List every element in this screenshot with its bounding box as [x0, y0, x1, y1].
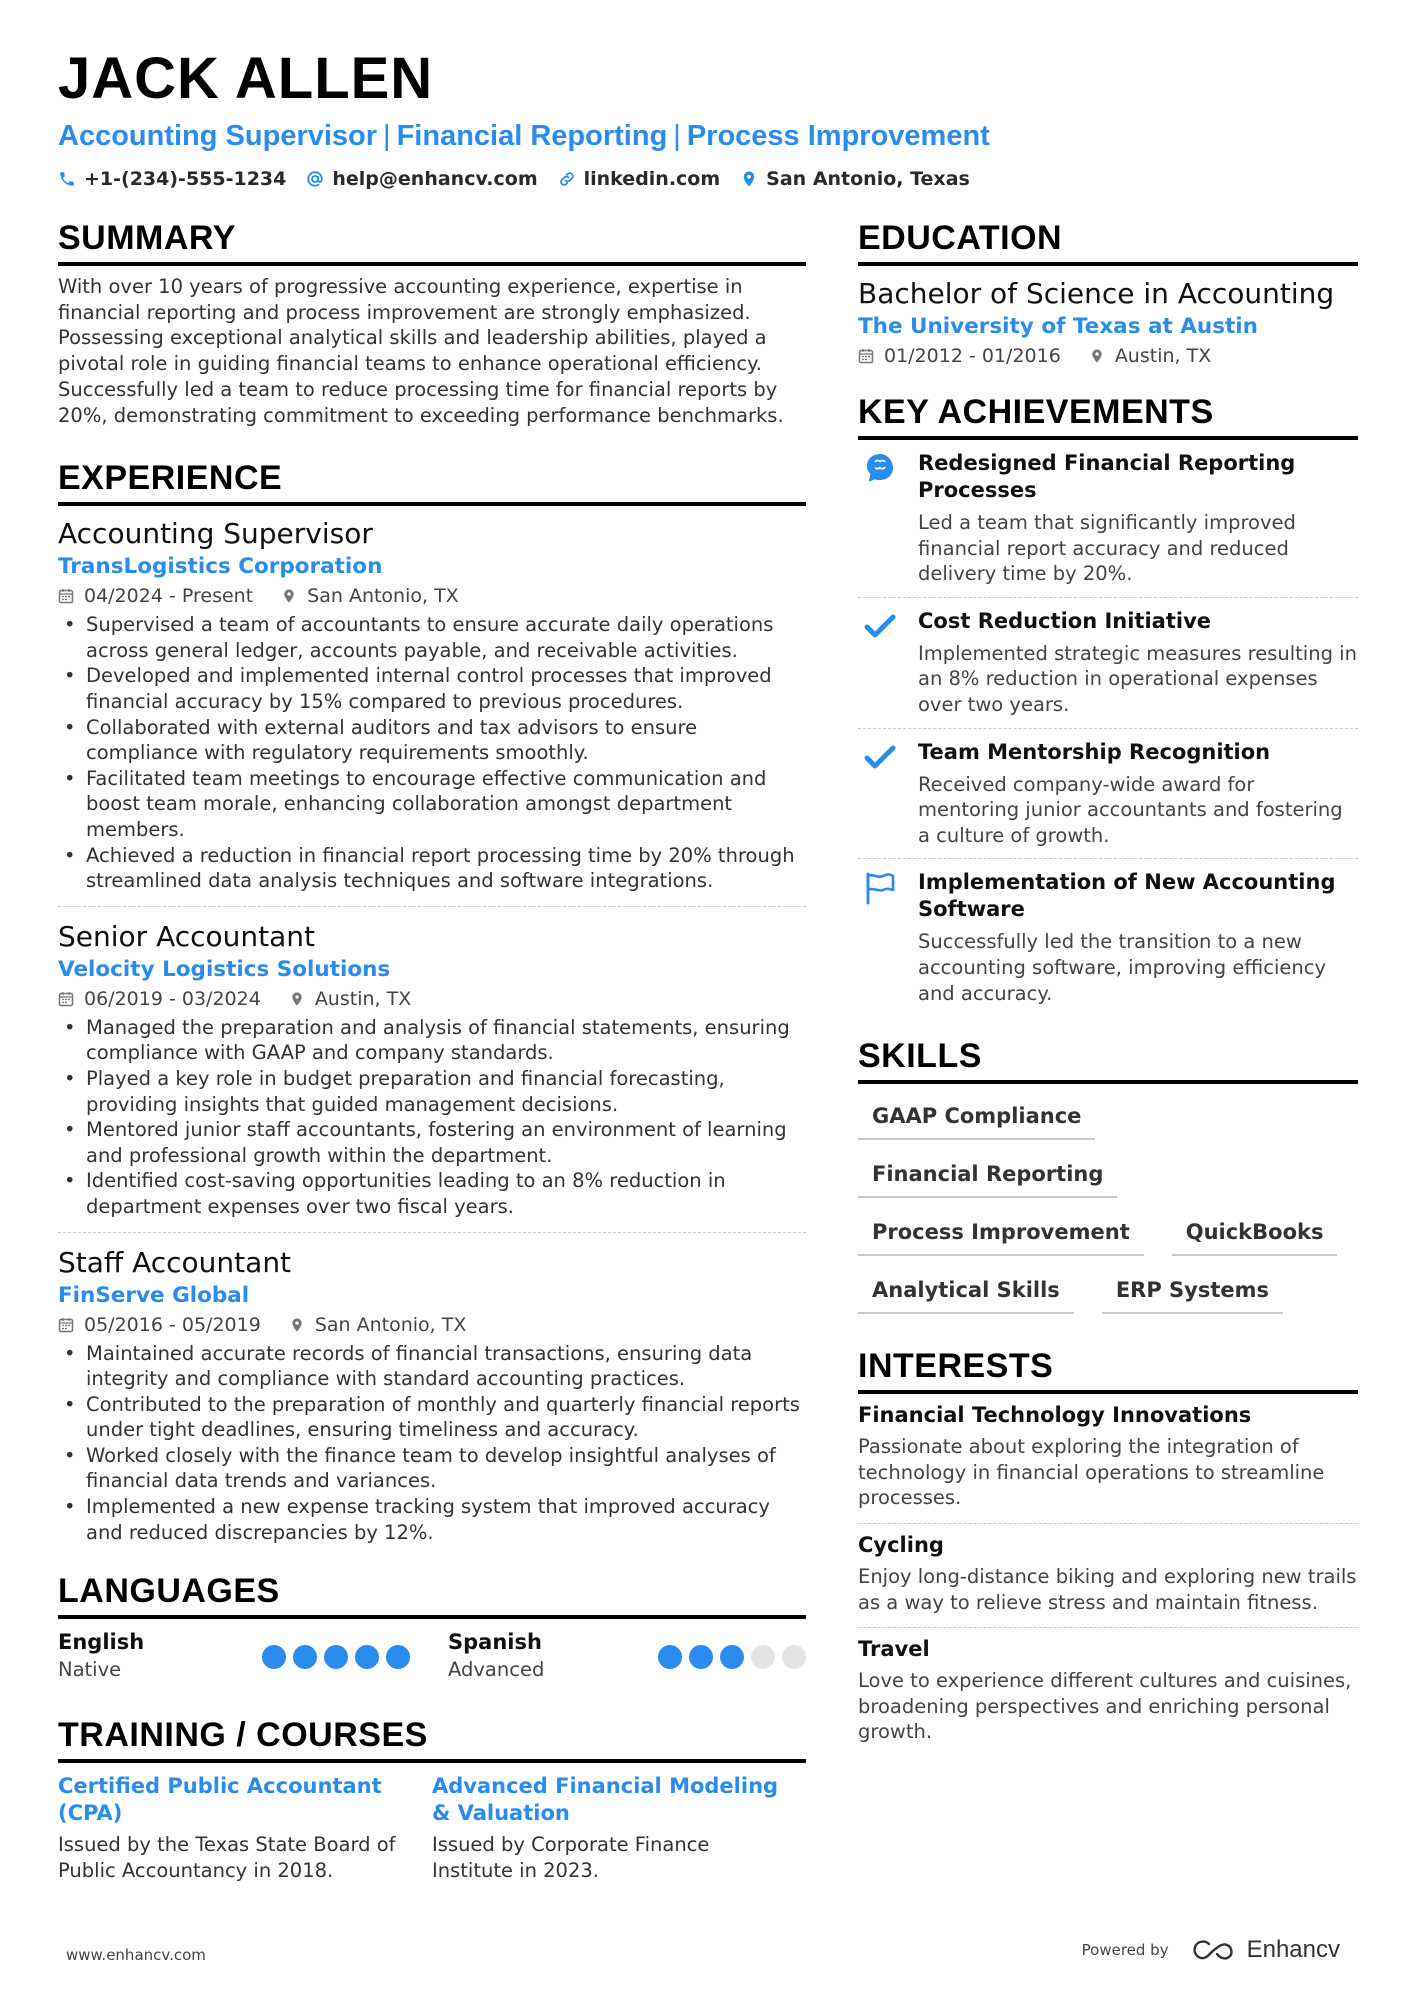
brain-icon — [863, 452, 897, 486]
job-bullets — [58, 1341, 806, 1546]
interest-item — [858, 1628, 1358, 1757]
course-item — [58, 1773, 432, 1884]
skills-section — [858, 1034, 1358, 1314]
training-heading: TRAINING / COURSES — [58, 1713, 806, 1763]
skills-heading: SKILLS — [858, 1034, 1358, 1084]
headline-title-1: Accounting Supervisor — [58, 120, 378, 152]
contact-email[interactable] — [306, 168, 537, 190]
summary-section — [58, 216, 806, 428]
language-rating — [262, 1645, 410, 1683]
achievement-description: Led a team that significantly improved financial report accuracy and reduced delivery time by 20%. — [918, 511, 1296, 586]
achievements-heading: KEY ACHIEVEMENTS — [858, 390, 1358, 440]
education-dates: 01/2012 - 01/2016 — [884, 345, 1061, 367]
interest-item — [858, 1524, 1358, 1628]
education-section — [858, 216, 1358, 370]
summary-text: With over 10 years of progressive accounting experience, expertise in financial reporting and process improvement are strongly emphasized. Possessing exceptional analytical skills and leadership abilities, played a pivotal role in guiding financial teams to enhance operational efficiency. Successfully led a team to reduce processing time for financial reports by 20%, demonstrating commitment to exceeding performance benchmarks. — [58, 275, 784, 427]
rating-dot — [720, 1645, 744, 1669]
rating-dot — [658, 1645, 682, 1669]
powered-by-label: Powered by — [1081, 1941, 1169, 1959]
job-dates: 05/2016 - 05/2019 — [84, 1313, 261, 1336]
rating-dot — [324, 1645, 348, 1669]
language-item — [432, 1629, 806, 1683]
job-bullet: • Facilitated team meetings to encourage effective communication and boost team morale, enhancing collaboration amongst department members. — [58, 766, 806, 843]
language-rating — [658, 1645, 806, 1683]
interest-description: Enjoy long-distance biking and exploring new trails as a way to relieve stress and maintain fitness. — [858, 1564, 1357, 1614]
education-degree: Bachelor of Science in Accounting — [858, 277, 1335, 310]
job-role: Senior Accountant — [58, 919, 316, 953]
job-role: Accounting Supervisor — [58, 517, 373, 551]
achievement-title: Team Mentorship Recognition — [918, 739, 1271, 764]
skill-tag: QuickBooks — [1172, 1214, 1338, 1256]
languages-list — [58, 1629, 806, 1683]
education-location: Austin, TX — [1114, 345, 1212, 367]
contact-phone[interactable] — [58, 168, 286, 190]
job-company[interactable]: TransLogistics Corporation — [58, 554, 383, 580]
job-company[interactable]: FinServe Global — [58, 1282, 250, 1308]
skill-tag: Financial Reporting — [858, 1156, 1117, 1198]
headline-separator: | — [673, 120, 681, 152]
rating-dot — [689, 1645, 713, 1669]
rating-dot — [751, 1645, 775, 1669]
contact-location-text: San Antonio, Texas — [766, 168, 970, 190]
languages-section — [58, 1569, 806, 1683]
candidate-name: JACK ALLEN — [58, 46, 434, 111]
job-bullets — [58, 612, 806, 894]
languages-heading: LANGUAGES — [58, 1569, 806, 1619]
calendar-icon — [858, 348, 874, 364]
summary-heading: SUMMARY — [58, 216, 806, 266]
contact-bar — [58, 168, 970, 190]
skill-tag: Process Improvement — [858, 1214, 1144, 1256]
education-school[interactable]: The University of Texas at Austin — [858, 314, 1258, 339]
interests-section — [858, 1344, 1358, 1757]
job-bullet: • Mentored junior staff accountants, fostering an environment of learning and professional growth within the department. — [58, 1117, 806, 1168]
job-location: San Antonio, TX — [314, 1313, 467, 1336]
interests-heading: INTERESTS — [858, 1344, 1358, 1394]
at-icon — [306, 170, 324, 188]
achievement-item — [858, 598, 1358, 729]
headline-titles — [58, 118, 990, 154]
experience-entry — [58, 1245, 806, 1558]
job-location: Austin, TX — [314, 987, 412, 1010]
achievement-description: Successfully led the transition to a new accounting software, improving efficiency and accuracy. — [918, 930, 1326, 1005]
course-item — [432, 1773, 806, 1884]
achievement-title: Cost Reduction Initiative — [918, 608, 1211, 633]
rating-dot — [262, 1645, 286, 1669]
experience-entry — [58, 919, 806, 1233]
phone-icon — [58, 170, 76, 188]
skills-list — [858, 1098, 1358, 1314]
achievement-description: Received company-wide award for mentoring junior accountants and fostering a culture of growth. — [918, 772, 1343, 847]
education-meta — [858, 342, 1358, 370]
job-bullets — [58, 1015, 806, 1220]
job-bullet: • Identified cost-saving opportunities leading to an 8% reduction in department expenses over two fiscal years. — [58, 1168, 806, 1219]
job-company[interactable]: Velocity Logistics Solutions — [58, 956, 391, 982]
location-pin-icon — [1089, 348, 1105, 364]
experience-section — [58, 456, 806, 1557]
brand-name: Enhancv — [1246, 1936, 1340, 1963]
job-location: San Antonio, TX — [307, 585, 459, 608]
rating-dot — [782, 1645, 806, 1669]
job-bullet: • Played a key role in budget preparation and financial forecasting, providing insights that guided management decisions. — [58, 1066, 806, 1117]
experience-heading: EXPERIENCE — [58, 456, 806, 506]
experience-entry — [58, 516, 806, 907]
contact-location — [740, 168, 970, 190]
interest-item — [858, 1394, 1358, 1524]
headline-title-2: Financial Reporting — [396, 120, 668, 152]
interest-description: Love to experience different cultures and cuisines, broadening perspectives and enriching personal growth. — [858, 1669, 1352, 1744]
job-meta — [58, 1311, 806, 1339]
course-title[interactable]: Certified Public Accountant (CPA) — [58, 1774, 382, 1826]
language-item — [58, 1629, 432, 1683]
calendar-icon — [58, 991, 74, 1007]
job-bullet: • Worked closely with the finance team to develop insightful analyses of financial data trends and variances. — [58, 1443, 806, 1494]
location-pin-icon — [289, 1317, 305, 1333]
job-bullet: • Supervised a team of accountants to ensure accurate daily operations across general ledger, accounts payable, and receivable activities. — [58, 612, 806, 663]
right-column — [858, 216, 1358, 1757]
job-meta — [58, 985, 806, 1013]
footer-website[interactable]: www.enhancv.com — [66, 1946, 206, 1964]
headline-title-3: Process Improvement — [686, 120, 990, 152]
checkmark-icon — [863, 741, 897, 775]
rating-dot — [386, 1645, 410, 1669]
contact-email-text: help@enhancv.com — [332, 168, 538, 190]
job-bullet: • Implemented a new expense tracking system that improved accuracy and reduced discrepancies by 12%. — [58, 1494, 806, 1545]
course-title[interactable]: Advanced Financial Modeling & Valuation — [432, 1774, 779, 1826]
skill-tag: Analytical Skills — [858, 1272, 1074, 1314]
location-pin-icon — [289, 991, 305, 1007]
language-level: Advanced — [448, 1658, 545, 1682]
achievement-title: Redesigned Financial Reporting Processes — [918, 451, 1296, 502]
skill-tag: GAAP Compliance — [858, 1098, 1095, 1140]
interest-title: Travel — [858, 1637, 930, 1662]
footer-powered-by — [1082, 1936, 1340, 1964]
achievement-description: Implemented strategic measures resulting in an 8% reduction in operational expenses over two years. — [918, 641, 1357, 716]
location-pin-icon — [740, 170, 758, 188]
job-bullet: • Developed and implemented internal control processes that improved financial accuracy by 15% compared to previous procedures. — [58, 663, 806, 714]
skill-tag: ERP Systems — [1102, 1272, 1283, 1314]
job-bullet: • Maintained accurate records of financial transactions, ensuring data integrity and compliance with standard accounting practices. — [58, 1341, 806, 1392]
achievement-item — [858, 859, 1358, 1016]
headline-separator: | — [383, 120, 391, 152]
achievement-item — [858, 729, 1358, 860]
calendar-icon — [58, 1317, 74, 1333]
job-dates: 04/2024 - Present — [84, 585, 254, 608]
job-bullet: • Managed the preparation and analysis of financial statements, ensuring compliance with GAAP and company standards. — [58, 1015, 806, 1066]
contact-linkedin-text: linkedin.com — [583, 168, 721, 190]
training-list — [58, 1773, 806, 1884]
flag-icon — [863, 871, 897, 905]
job-bullet: • Collaborated with external auditors and tax advisors to ensure compliance with regulatory requirements smoothly. — [58, 715, 806, 766]
checkmark-icon — [863, 610, 897, 644]
job-dates: 06/2019 - 03/2024 — [84, 987, 261, 1010]
training-section — [58, 1713, 806, 1884]
job-bullet: • Contributed to the preparation of monthly and quarterly financial reports under tight deadlines, ensuring timeliness and accuracy. — [58, 1392, 806, 1443]
enhancv-logo-icon — [1191, 1938, 1237, 1962]
job-bullet: • Achieved a reduction in financial report processing time by 20% through streamlined data analysis techniques and software integrations. — [58, 843, 806, 894]
course-description: Issued by the Texas State Board of Public Accountancy in 2018. — [58, 1833, 396, 1883]
achievement-item — [858, 440, 1358, 598]
language-name: Spanish — [448, 1630, 542, 1655]
left-column — [58, 216, 806, 1884]
rating-dot — [355, 1645, 379, 1669]
course-description: Issued by Corporate Finance Institute in 2023. — [432, 1833, 710, 1883]
link-icon — [558, 170, 576, 188]
brand-logo[interactable] — [1191, 1936, 1340, 1964]
job-role: Staff Accountant — [58, 1245, 292, 1279]
language-level: Native — [58, 1658, 122, 1682]
education-heading: EDUCATION — [858, 216, 1358, 266]
rating-dot — [293, 1645, 317, 1669]
achievement-title: Implementation of New Accounting Software — [918, 870, 1336, 922]
calendar-icon — [58, 588, 74, 604]
location-pin-icon — [281, 588, 297, 604]
interest-title: Cycling — [858, 1532, 944, 1557]
contact-linkedin[interactable] — [558, 168, 721, 190]
job-meta — [58, 582, 806, 610]
contact-phone-text: +1-(234)-555-1234 — [84, 168, 287, 190]
interest-title: Financial Technology Innovations — [858, 1403, 1252, 1428]
interest-description: Passionate about exploring the integration of technology in financial operations to streamline processes. — [858, 1435, 1325, 1510]
achievements-section — [858, 390, 1358, 1016]
language-name: English — [58, 1630, 145, 1655]
